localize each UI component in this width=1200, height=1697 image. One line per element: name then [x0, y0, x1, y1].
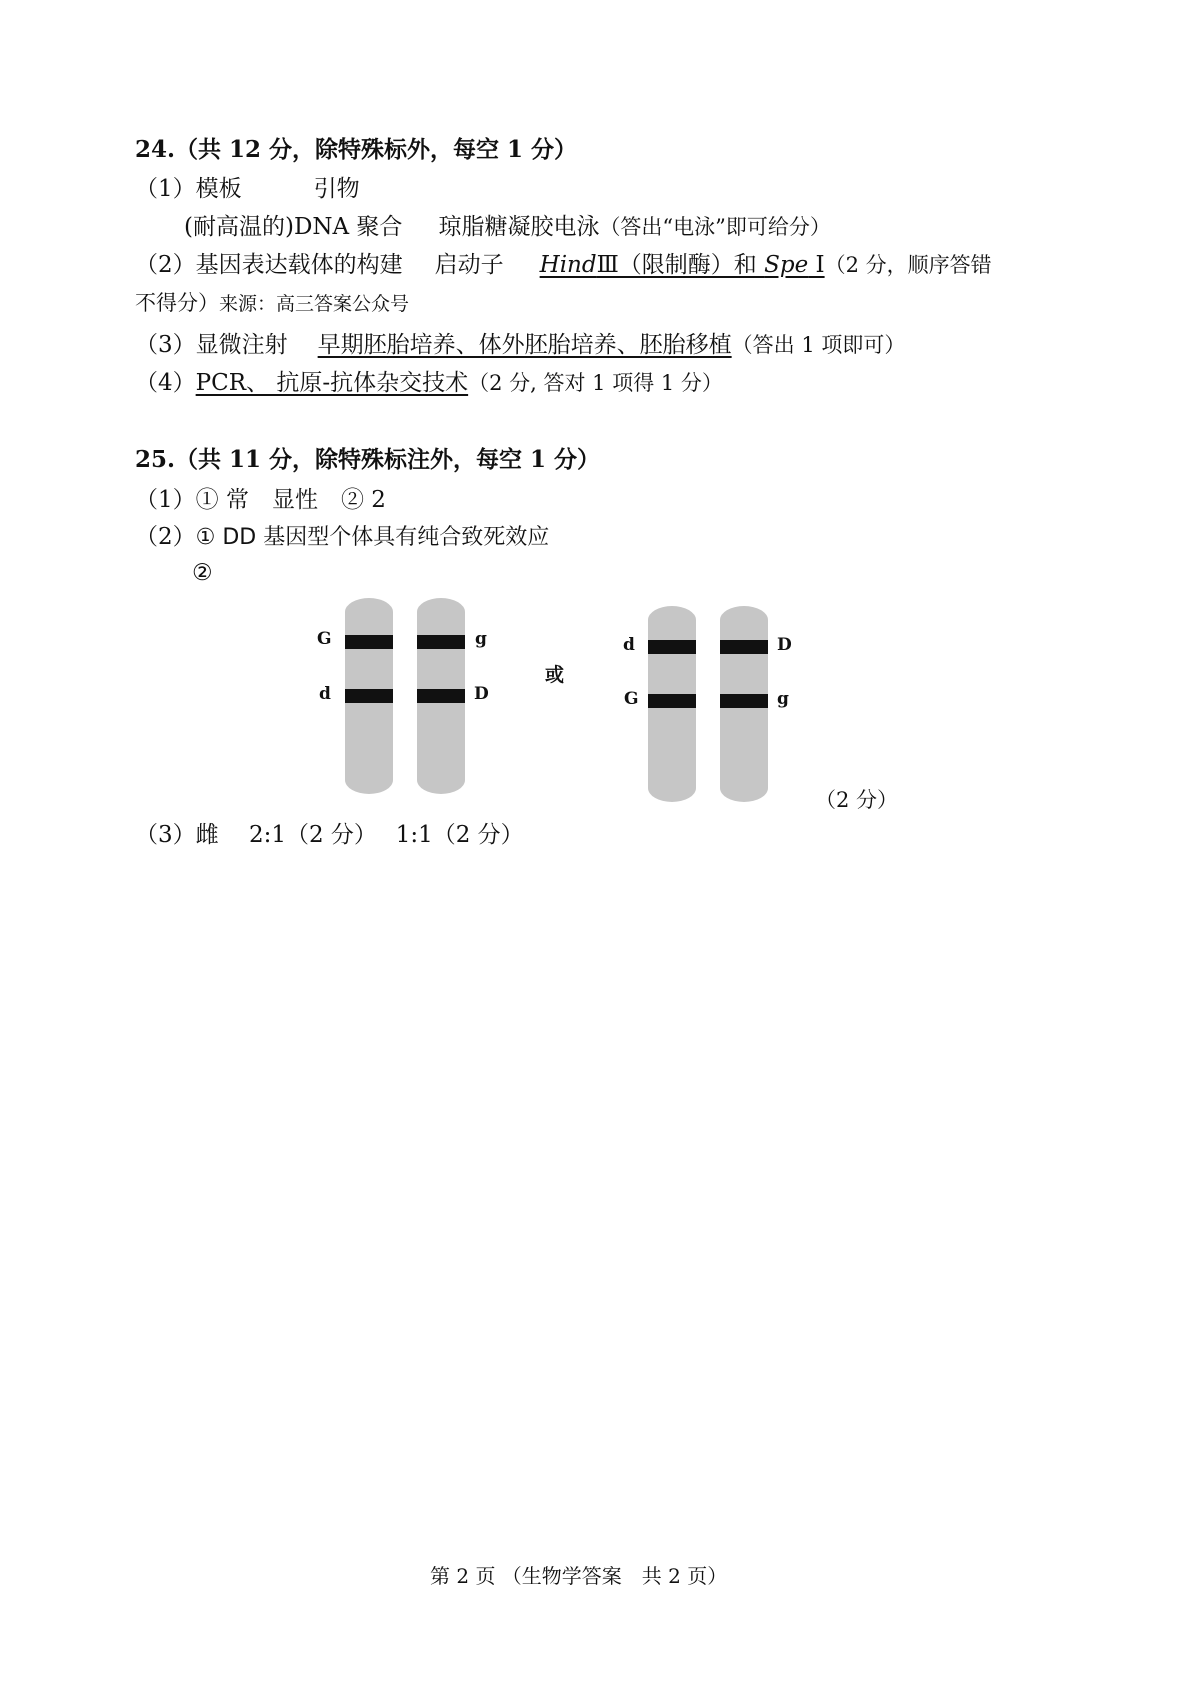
band-left-2-top [417, 635, 465, 649]
q24-p2-note-cont: 不得分） [135, 291, 219, 315]
q24-p3-answer-microinjection: 显微注射 [195, 332, 288, 358]
q24-p1-answer-primer: 引物 [313, 176, 360, 202]
q24-part1-line1 [135, 174, 360, 204]
q24-part2-line1 [135, 250, 992, 280]
q24-p4-answer: PCR、 抗原-抗体杂交技术 [195, 370, 469, 396]
q25-p2-label: （2） [135, 524, 196, 550]
q25-heading: 25.（共 11 分，除特殊标注外，每空 1 分） [135, 446, 601, 473]
q25-part2-line1 [135, 522, 549, 553]
q25-part2-marker: ② [192, 560, 213, 586]
q24-p3-note: （答出 1 项即可） [731, 333, 906, 357]
q24-part2-line2 [135, 288, 409, 319]
q24-p4-label: （4） [135, 370, 196, 396]
q24-p2-label: （2） [135, 252, 196, 278]
q25-p2-answer-lethal: ① DD 基因型个体具有纯合致死效应 [195, 525, 550, 550]
band-left-2-bottom [417, 689, 465, 703]
q25-diagram-score: （2 分） [815, 788, 899, 812]
band-right-2-bottom [720, 694, 768, 708]
gene-label: g [475, 629, 487, 649]
gene-label: g [777, 689, 789, 709]
q24-p2-note: （2 分，顺序答错 [824, 253, 992, 277]
q24-p1-answer-template: 模板 [195, 176, 242, 202]
or-label: 或 [545, 664, 565, 686]
q24-p3-answer-embryo: 早期胚胎培养、体外胚胎培养、胚胎移植 [317, 332, 732, 358]
band-right-1-bottom [648, 694, 696, 708]
band-left-1-top [345, 635, 393, 649]
q25-part3: （3）雌 2:1（2 分） 1:1（2 分） [135, 822, 524, 848]
q24-p2-answer-enzymes: HindⅢ（限制酶）和 Spe Ⅰ [539, 252, 825, 278]
q24-p1-note: （答出“电泳”即可给分） [599, 215, 831, 239]
gene-label: d [623, 635, 635, 655]
q24-p3-label: （3） [135, 332, 196, 358]
band-right-1-top [648, 640, 696, 654]
q24-source-text: 来源：高三答案公众号 [219, 293, 410, 315]
gene-label: G [624, 689, 639, 709]
q24-part1-line2 [184, 212, 831, 242]
q24-p2-answer-vector: 基因表达载体的构建 [195, 252, 403, 278]
q24-p4-note: （2 分, 答对 1 项得 1 分） [468, 371, 723, 395]
q24-p1-answer-electrophoresis: 琼脂糖凝胶电泳 [438, 214, 600, 240]
page-footer: 第 2 页 （生物学答案 共 2 页） [430, 1564, 728, 1588]
gene-label: d [319, 684, 331, 704]
band-left-1-bottom [345, 689, 393, 703]
q25-part1: （1）① 常 显性 ② 2 [135, 487, 386, 513]
gene-label: D [474, 684, 489, 704]
q24-p2-answer-promoter: 启动子 [434, 252, 504, 278]
gene-label: D [777, 635, 792, 655]
q24-part4 [135, 368, 723, 398]
band-right-2-top [720, 640, 768, 654]
q24-part3 [135, 330, 905, 360]
gene-label: G [317, 629, 332, 649]
q24-p1-answer-dna-polymerase: (耐高温的)DNA 聚合 [184, 214, 403, 240]
q24-heading: 24.（共 12 分，除特殊标外，每空 1 分） [135, 136, 578, 163]
q24-p1-label: （1） [135, 176, 196, 202]
